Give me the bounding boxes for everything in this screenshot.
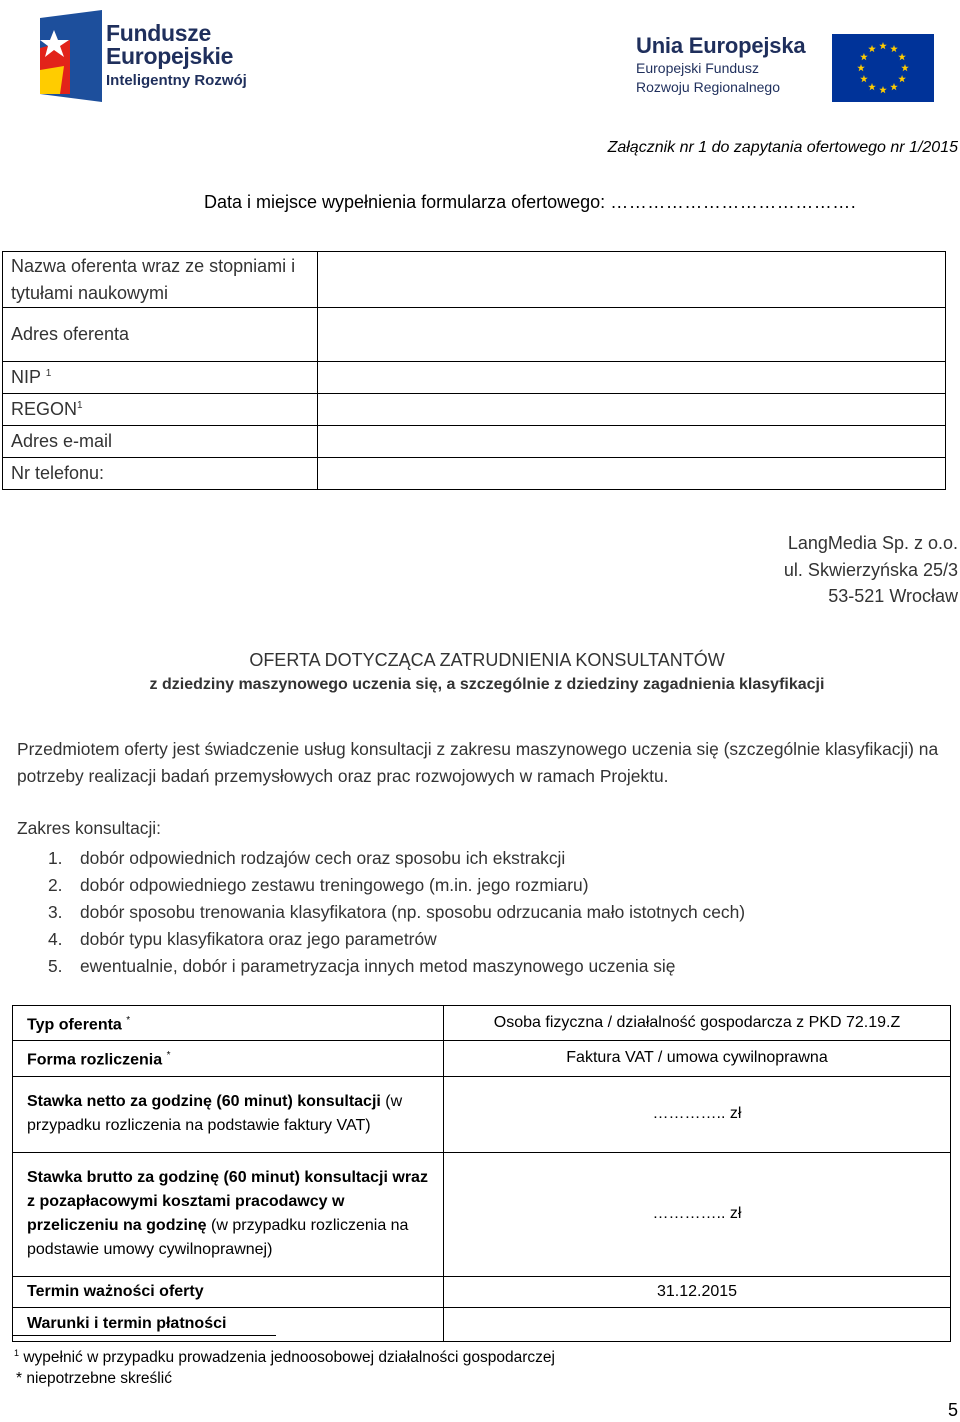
eu-logo-text — [636, 34, 805, 94]
list-item — [48, 953, 745, 980]
nip-field[interactable] — [318, 362, 946, 394]
settlement-value[interactable]: Faktura VAT / umowa cywilnoprawna — [444, 1041, 951, 1076]
phone-field[interactable] — [318, 458, 946, 490]
list-item-text: ewentualnie, dobór i parametryzacja innych metod maszynowego uczenia się — [80, 956, 676, 976]
table-row — [13, 1076, 951, 1152]
list-item-number: 3. — [48, 902, 63, 922]
nip-label: NIP — [11, 367, 41, 387]
list-item-number: 2. — [48, 875, 63, 895]
gross-rate-label — [13, 1152, 444, 1276]
recipient-name: LangMedia Sp. z o.o. — [787, 533, 958, 553]
date-place-blank: …………………………………. — [610, 192, 857, 212]
net-rate-label-note: (w przypadku rozliczenia na podstawie faktury VAT) — [27, 1093, 403, 1135]
net-rate-field[interactable]: ………….. zł — [444, 1076, 951, 1152]
regon-footnote-mark: 1 — [77, 400, 83, 411]
validity-label: Termin ważności oferty — [13, 1276, 444, 1307]
eu-flag-icon — [832, 34, 934, 102]
offerer-table — [2, 251, 946, 490]
offerer-name-label: Nazwa oferenta wraz ze stopniami i tytułami naukowymi — [3, 252, 318, 308]
net-rate-label-bold: Stawka netto za godzinę (60 minut) konsultacji — [27, 1093, 381, 1111]
footnote-1 — [14, 1348, 555, 1367]
list-item-text: dobór typu klasyfikatora oraz jego parametrów — [80, 929, 437, 949]
eu-logo-line3: Rozwoju Regionalnego — [636, 78, 780, 95]
payment-terms-field[interactable] — [444, 1307, 951, 1341]
list-item-number: 5. — [48, 956, 63, 976]
table-row — [13, 1276, 951, 1307]
recipient-city: 53-521 Wrocław — [828, 586, 958, 606]
offerer-type-value[interactable]: Osoba fizyczna / działalność gospodarcza z PKD 72.19.Z — [444, 1006, 951, 1041]
scope-list — [48, 845, 745, 980]
annex-label: Załącznik nr 1 do zapytania ofertowego nr 1/2015 — [607, 139, 958, 156]
list-item-number: 4. — [48, 929, 63, 949]
regon-field[interactable] — [318, 394, 946, 426]
net-rate-label — [13, 1076, 444, 1152]
nip-footnote-mark: 1 — [45, 368, 52, 379]
table-row — [3, 458, 946, 490]
offerer-address-field[interactable] — [318, 308, 946, 362]
offerer-address-label: Adres oferenta — [3, 308, 318, 362]
email-label: Adres e-mail — [3, 426, 318, 458]
list-item — [48, 926, 745, 953]
fe-logo-line3: Inteligentny Rozwój — [106, 71, 247, 89]
offer-title: OFERTA DOTYCZĄCA ZATRUDNIENIA KONSULTANTÓW — [249, 650, 725, 670]
table-row — [3, 426, 946, 458]
recipient-address — [784, 530, 958, 610]
subject-paragraph: Przedmiotem oferty jest świadczenie usług konsultacji z zakresu maszynowego uczenia się (szczególnie klasyfikacji) na potrzeby realizacji badań przemysłowych oraz prac rozwojowych w ramach Projektu. — [17, 739, 939, 786]
scope-title: Zakres konsultacji: — [17, 818, 162, 838]
table-row — [13, 1006, 951, 1041]
recipient-street: ul. Skwierzyńska 25/3 — [783, 559, 958, 580]
offer-subtitle: z dziedziny maszynowego uczenia się, a szczególnie z dziedziny zagadnienia klasyfikacji — [149, 676, 825, 693]
settlement-label — [13, 1041, 444, 1076]
table-row — [3, 362, 946, 394]
list-item-number: 1. — [48, 848, 63, 868]
offerer-type-label — [13, 1006, 444, 1041]
fe-logo-mark-icon — [40, 10, 102, 102]
offerer-name-field[interactable] — [318, 252, 946, 308]
validity-value[interactable]: 31.12.2015 — [444, 1276, 951, 1307]
table-row — [13, 1041, 951, 1076]
fe-logo-line1: Fundusze — [106, 20, 211, 46]
regon-label: REGON — [11, 399, 78, 419]
phone-label: Nr telefonu: — [3, 458, 318, 490]
footnote-1-text: wypełnić w przypadku prowadzenia jednoosobowej działalności gospodarczej — [23, 1349, 555, 1367]
footnote-2: * niepotrzebne skreślić — [16, 1370, 172, 1387]
fe-logo-line2: Europejskie — [106, 43, 234, 70]
footnote-1-mark: 1 — [14, 1348, 20, 1358]
offerer-type-mark: * — [126, 1015, 131, 1026]
list-item-text: dobór odpowiednich rodzajów cech oraz sposobu ich ekstrakcji — [80, 848, 566, 868]
eu-logo-line1: Unia Europejska — [636, 33, 806, 58]
table-row — [13, 1307, 951, 1341]
list-item — [48, 899, 745, 926]
list-item-text: dobór odpowiedniego zestawu treningowego (m.in. jego rozmiaru) — [80, 875, 589, 895]
page-number: 5 — [947, 1400, 958, 1420]
settlement-mark: * — [166, 1050, 171, 1062]
gross-rate-label-note: (w przypadku rozliczenia na podstawie umowy cywilnoprawnej) — [27, 1217, 409, 1259]
footnote-separator — [12, 1335, 276, 1336]
settlement-label-text: Forma rozliczenia — [27, 1051, 163, 1069]
email-field[interactable] — [318, 426, 946, 458]
list-item — [48, 872, 745, 899]
list-item-text: dobór sposobu trenowania klasyfikatora (np. sposobu odrzucania mało istotnych cech) — [80, 902, 746, 922]
table-row — [3, 394, 946, 426]
eu-logo-line2: Europejski Fundusz — [636, 60, 759, 77]
payment-terms-label: Warunki i termin płatności — [13, 1307, 444, 1341]
offer-table — [12, 1005, 951, 1342]
table-row — [3, 308, 946, 362]
fe-logo-text — [106, 22, 247, 88]
date-place-line — [204, 192, 856, 213]
gross-rate-field[interactable]: ………….. zł — [444, 1152, 951, 1276]
nip-label-cell — [3, 362, 318, 394]
date-place-label: Data i miejsce wypełnienia formularza ofertowego: — [204, 192, 606, 212]
list-item — [48, 845, 745, 872]
offerer-type-label-text: Typ oferenta — [27, 1016, 122, 1034]
gross-rate-label-bold: Stawka brutto za godzinę (60 minut) konsultacji wraz z pozapłacowymi kosztami pracodawcy w przeliczeniu na godzinę — [27, 1169, 428, 1235]
table-row — [3, 252, 946, 308]
table-row — [13, 1152, 951, 1276]
regon-label-cell — [3, 394, 318, 426]
